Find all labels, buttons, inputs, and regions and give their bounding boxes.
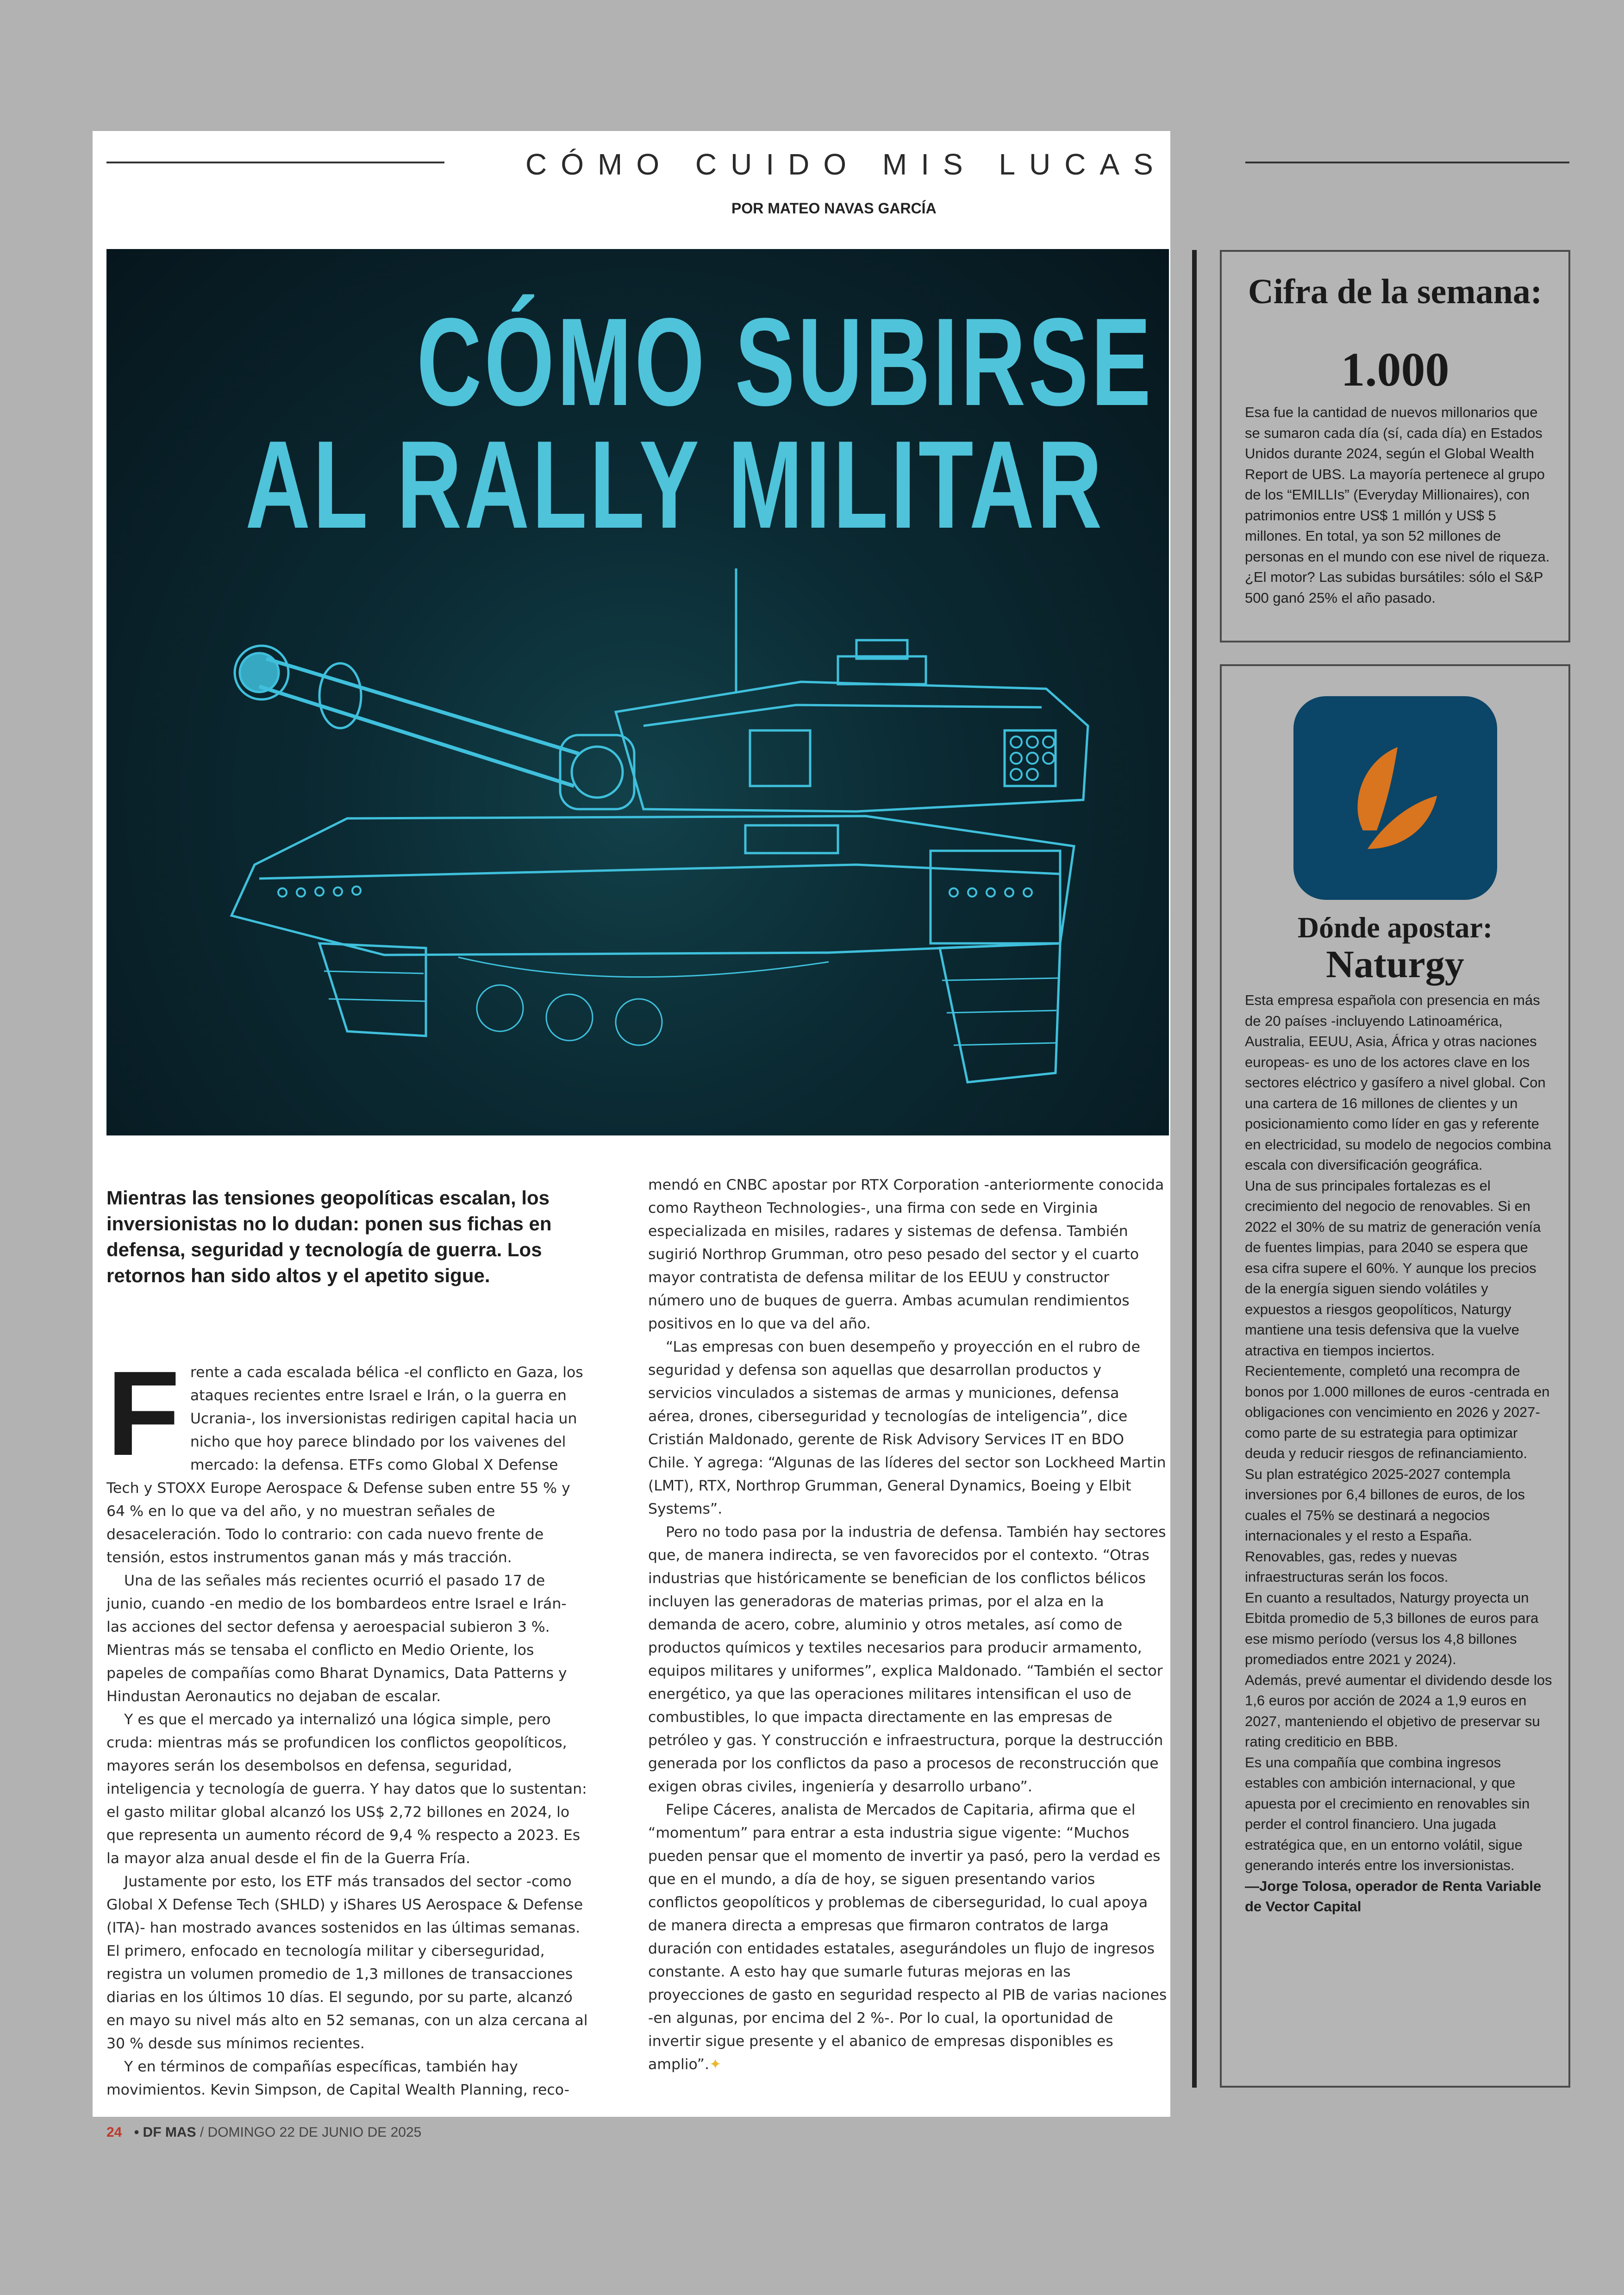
page-footer	[106, 2125, 421, 2140]
naturgy-logo	[1293, 696, 1497, 900]
section-title: CÓMO CUIDO MIS LUCAS	[525, 148, 1167, 181]
article-paragraph: Una de las señales más recientes ocurrió el pasado 17 de junio, cuando -en medio de los bombardeos entre Israel e Irán- las acciones del sector defensa y aeroespacial subieron 3 %. Mientras más se tensaba el conflicto en Medio Oriente, los papeles de compañías como Bharat Dynamics, Data Patterns y Hindustan Aeronautics no dejaban de escalar.	[106, 1572, 567, 1705]
article-paragraph: Frente a cada escalada bélica -el conflicto en Gaza, los ataques recientes entre Israel e Irán, o la guerra en Ucrania-, los inversionistas redirigen capital hacia un nicho que hoy parece blindado por los vaivenes del mercado: la defensa. ETFs como Global X Defense Tech y STOXX Europe Aerospace & Defense suben entre 55 % y 64 % en lo que va del año, y no muestran señales de desaceleración. Todo lo contrario: con cada nuevo frente de tensión, estos instrumentos ganan más y más tracción.	[106, 1347, 583, 1566]
where-to-bet-text	[1245, 990, 1555, 1917]
article-paragraph: Pero no todo pasa por la industria de defensa. También hay sectores que, de manera indirecta, se ven favorecidos por el contexto. “Otras industrias que históricamente se benefician de los conflictos bélicos incluyen las generadoras de materias primas, por el alza en la demanda de acero, cobre, aluminio y otros metales, así como de productos químicos y textiles necesarios para producir armamento, equipos militares y uniformes”, explica Maldonado. “También el sector energético, ya que las operaciones militares intensifican el uso de combustibles, lo que impacta directamente en las empresas de petróleo y gas. Y construcción e infraestructura, porque la destrucción generada por los conflictos da paso a procesos de reconstrucción que exigen obras civiles, ingeniería y desarrollo urbano”.	[648, 1524, 1166, 1795]
page-number: 24	[106, 2125, 122, 2140]
article-paragraph: Y en términos de compañías específicas, también hay movimientos. Kevin Simpson, de Capital Wealth Planning, reco-	[106, 2058, 569, 2098]
butterfly-icon	[1293, 696, 1497, 900]
sidebar-paragraph: Además, prevé aumentar el dividendo desde los 1,6 euros por acción de 2024 a 1,9 euros en 2027, manteniendo el objetivo de preservar su rating crediticio en BBB.	[1245, 1671, 1552, 1750]
article-paragraph: Felipe Cáceres, analista de Mercados de Capitaria, afirma que el “momentum” para entrar a esta industria sigue vigente: “Muchos pueden pensar que el momento de invertir ya pasó, pero la verdad es que en el mundo, a día de hoy, se siguen presentando varios conflictos geopolíticos y problemas de ciberseguridad, lo cual apoya de manera directa a empresas que firmaron contratos de larga duración con entidades estatales, asegurándoles un flujo de ingresos constante. A esto hay que sumarle futuras mejoras en las proyecciones de gasto en seguridad respecto al PIB de varias naciones -en algunas, por encima del 2 %-. Por lo cual, la oportunidad de invertir sigue presente y el abanico de empresas disponibles es amplio”.✦	[648, 1802, 1167, 2073]
byline: POR MATEO NAVAS GARCÍA	[731, 200, 937, 217]
sidebar-paragraph: Recientemente, completó una recompra de bonos por 1.000 millones de euros -centrada en obligaciones con vencimiento en 2026 y 2027- como parte de su estrategia para optimizar deuda y reducir riesgos de refinanciamiento.	[1245, 1363, 1550, 1461]
where-to-bet-heading	[1222, 911, 1568, 985]
sidebar-paragraph: Esta empresa española con presencia en más de 20 países -incluyendo Latinoamérica, Australia, EEUU, Asia, África y otras naciones europeas- es uno de los actores clave en los sectores eléctrico y gasífero a nivel global. Con una cartera de 16 millones de clientes y un posicionamiento como líder en gas y referente en electricidad, su modelo de negocios combina escala con diversificación geográfica.	[1245, 992, 1551, 1173]
sidebar-paragraph: Es una compañía que combina ingresos estables con ambición internacional, y que apuesta por el crecimiento en renovables sin perder el control financiero. Una jugada estratégica que, en un entorno volátil, sigue generando interés entre los inversionistas.	[1245, 1754, 1530, 1873]
article-paragraph: mendó en CNBC apostar por RTX Corporation -anteriormente conocida como Raytheon Technologies-, una firma con sede en Virginia especializada en misiles, radares y sistemas de defensa. También sugirió Northrop Grumman, otro peso pesado del sector y el cuarto mayor contratista de defensa militar de los EEUU y constructor número uno de buques de guerra. Ambas acumulan rendimientos positivos en lo que va del año.	[648, 1177, 1164, 1332]
article-column-1	[106, 1347, 588, 2102]
publication-date: / DOMINGO 22 DE JUNIO DE 2025	[200, 2125, 422, 2140]
hero-title-line1: CÓMO SUBIRSE	[417, 293, 1154, 432]
company-name: Naturgy	[1326, 943, 1464, 986]
figure-of-week-text: Esa fue la cantidad de nuevos millonarios que se sumaron cada día (sí, cada día) en Estados Unidos durante 2024, según el Global Wealth Report de UBS. La mayoría pertenece al grupo de los “EMILLIs” (Everyday Millionaires), con patrimonios entre US$ 1 millón y US$ 5 millones. En total, ya son 52 millones de personas en el mundo con ese nivel de riqueza. ¿El motor? Las subidas bursátiles: sólo el S&P 500 ganó 25% el año pasado.	[1245, 404, 1550, 606]
article-paragraph: Y es que el mercado ya internalizó una lógica simple, pero cruda: mientras más se profundicen los conflictos geopolíticos, mayores serán los desembolsos en defensa, seguridad, inteligencia y tecnología de guerra. Y hay datos que lo sustentan: el gasto militar global alcanzó los US$ 2,72 billones en 2024, lo que representa un aumento récord de 9,4 % respecto a 2023. Es la mayor alza anual desde el fin de la Guerra Fría.	[106, 1711, 587, 1867]
hero-illustration	[106, 249, 1169, 1135]
sidebar-paragraph: Su plan estratégico 2025-2027 contempla inversiones por 6,4 billones de euros, de los cuales el 75% se destinará a negocios internacionales y el resto a España. Renovables, gas, redes y nuevas infraestructuras serán los focos.	[1245, 1466, 1525, 1585]
article-paragraph: “Las empresas con buen desempeño y proyección en el rubro de seguridad y defensa son aquellas que desarrollan productos y servicios vinculados a sistemas de armas y municiones, defensa aérea, drones, ciberseguridad y tecnologías de inteligencia”, dice Cristián Maldonado, gerente de Risk Advisory Services IT en BDO Chile. Y agrega: “Algunas de las líderes del sector son Lockheed Martin (LMT), RTX, Northrop Grumman, General Dynamics, Boeing y Elbit Systems”.	[648, 1339, 1166, 1517]
drop-cap: F	[106, 1347, 180, 1481]
signature: —Jorge Tolosa, operador de Renta Variable de Vector Capital	[1245, 1877, 1542, 1915]
where-to-bet-box	[1220, 664, 1570, 2088]
sidebar-paragraph: En cuanto a resultados, Naturgy proyecta un Ebitda promedio de 5,3 billones de euros para ese mismo período (versus los 4,8 billones promediados entre 2021 y 2024).	[1245, 1589, 1539, 1667]
header-rule-left	[106, 162, 444, 163]
article-column-2	[648, 1173, 1169, 2076]
end-mark-icon: ✦	[709, 2056, 722, 2073]
publication-name: • DF MAS	[134, 2125, 196, 2140]
figure-of-week-title: Cifra de la semana:	[1248, 272, 1543, 311]
article-paragraph: Justamente por esto, los ETF más transados del sector -como Global X Defense Tech (SHLD) y iShares US Aerospace & Defense (ITA)- han mostrado avances sostenidos en las últimas semanas. El primero, enfocado en tecnología militar y ciberseguridad, registra un volumen promedio de 1,3 millones de transacciones diarias en los últimos 10 días. El segundo, por su parte, alcanzó en mayo su nivel más alto en 52 semanas, con un alza cercana al 30 % desde sus mínimos recientes.	[106, 1873, 588, 2052]
sidebar-divider	[1192, 250, 1197, 2088]
figure-of-week-number: 1.000	[1341, 343, 1449, 396]
where-to-bet-label: Dónde apostar:	[1297, 911, 1493, 944]
hero-title-line2: AL RALLY MILITAR	[245, 415, 1105, 555]
figure-of-week-box	[1220, 250, 1570, 642]
header-rule-right	[1245, 162, 1569, 163]
sidebar-paragraph: Una de sus principales fortalezas es el crecimiento del negocio de renovables. Si en 2022 el 30% de su matriz de generación venía de fuentes limpias, para 2040 se espera que esa cifra supere el 60%. Y aunque los precios de la energía siguen siendo volátiles y expuestos a riesgos geopolíticos, Naturgy mantiene una tesis defensiva que la vuelve atractiva en tiempos inciertos.	[1245, 1177, 1541, 1359]
article-lead: Mientras las tensiones geopolíticas escalan, los inversionistas no lo dudan: ponen sus fichas en defensa, seguridad y tecnología de guerra. Los retornos han sido altos y el apetito sigue.	[106, 1187, 552, 1286]
